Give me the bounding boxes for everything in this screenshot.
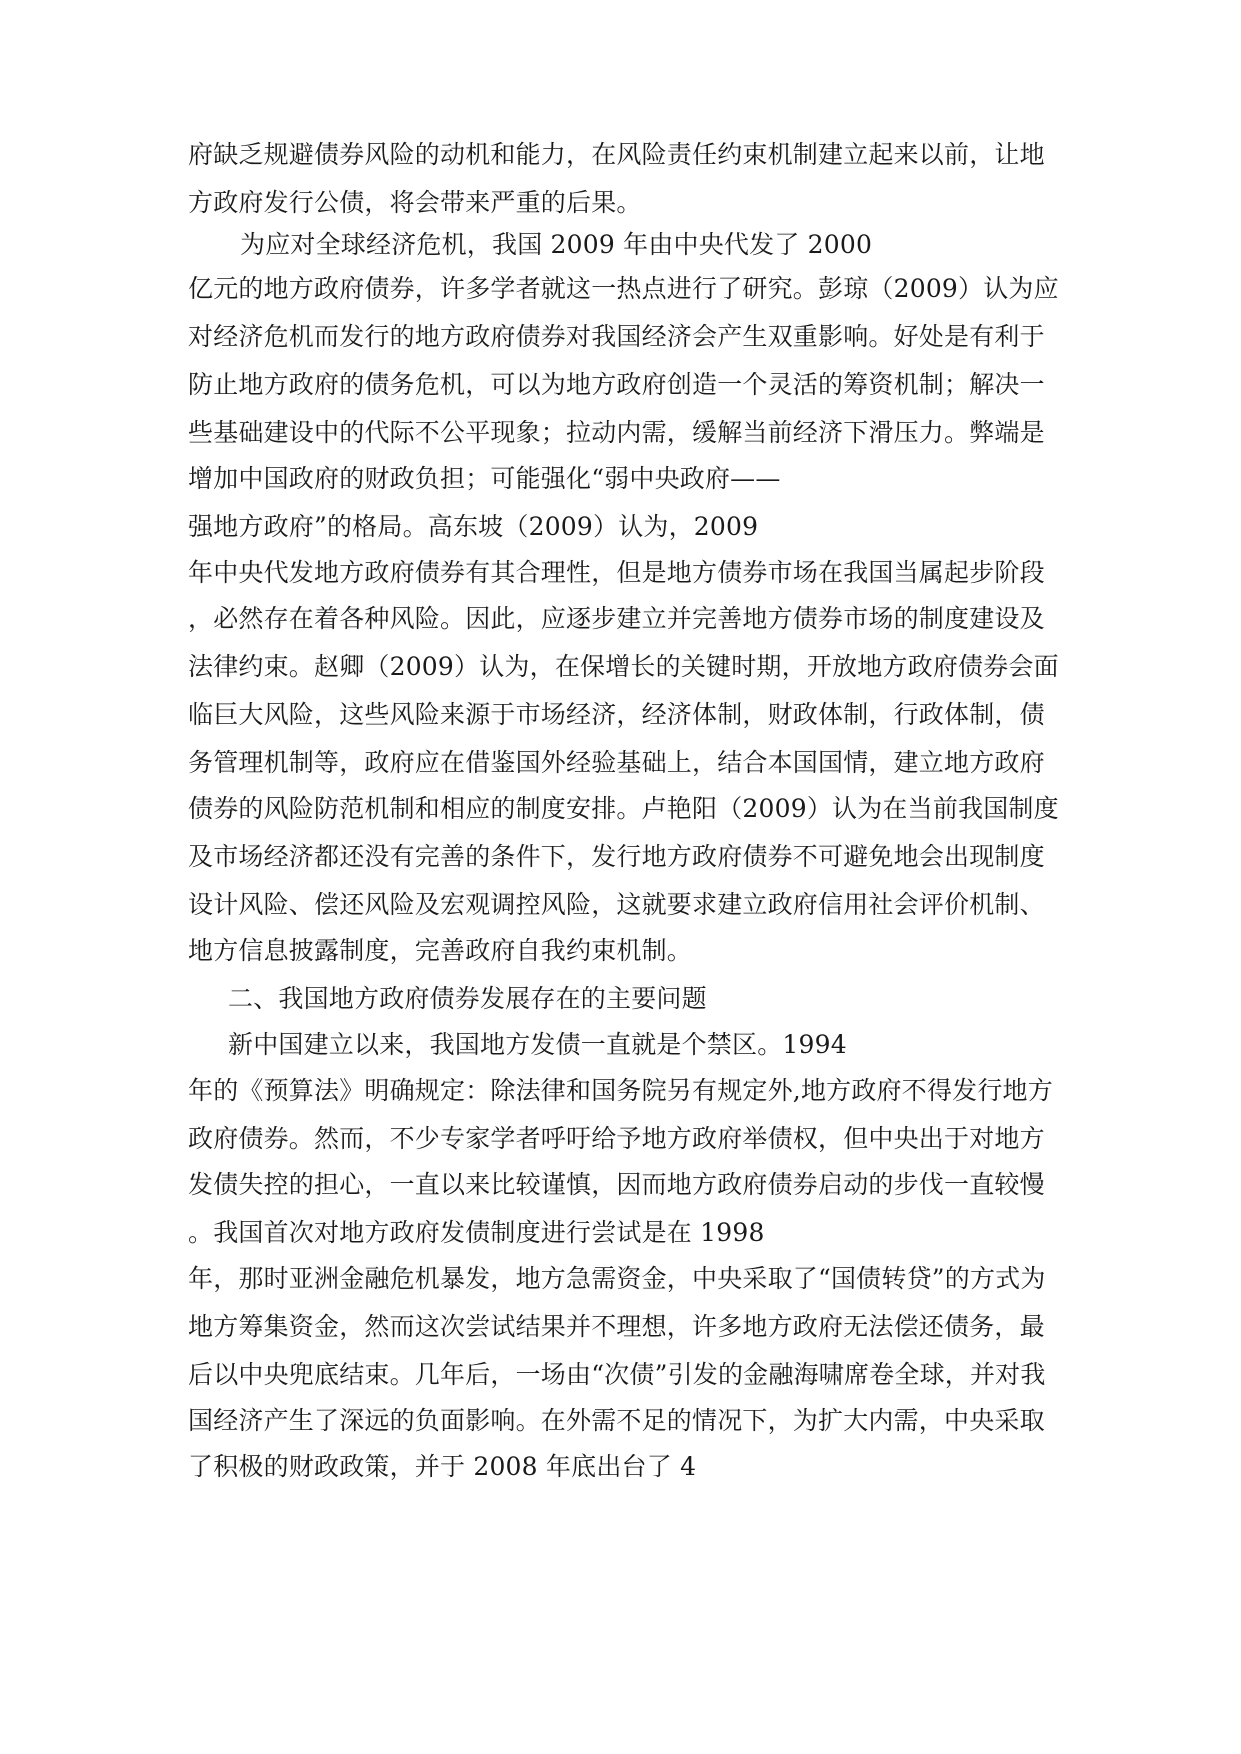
text-line: 新中国建立以来，我国地方发债一直就是个禁区。1994	[228, 1030, 847, 1059]
text-line: 发债失控的担心，一直以来比较谨慎，因而地方政府债券启动的步伐一直较慢	[188, 1170, 1045, 1199]
text-line: 增加中国政府的财政负担；可能强化“弱中央政府——	[188, 464, 781, 493]
text-line: 了积极的财政政策，并于 2008 年底出台了 4	[188, 1452, 697, 1481]
text-line: 债券的风险防范机制和相应的制度安排。卢艳阳（2009）认为在当前我国制度	[188, 794, 1059, 823]
text-line: 地方信息披露制度，完善政府自我约束机制。	[188, 936, 693, 965]
text-line: 政府债券。然而，不少专家学者呼吁给予地方政府举债权，但中央出于对地方	[188, 1124, 1045, 1153]
text-line: 设计风险、偿还风险及宏观调控风险，这就要求建立政府信用社会评价机制、	[188, 890, 1045, 919]
text-line: 年中央代发地方政府债券有其合理性，但是地方债券市场在我国当属起步阶段	[188, 558, 1045, 587]
text-line: 地方筹集资金，然而这次尝试结果并不理想，许多地方政府无法偿还债务，最	[188, 1312, 1045, 1341]
text-line: 亿元的地方政府债券，许多学者就这一热点进行了研究。彭琼（2009）认为应	[188, 274, 1059, 303]
text-line: 。我国首次对地方政府发债制度进行尝试是在 1998	[188, 1218, 765, 1247]
text-line: 方政府发行公债，将会带来严重的后果。	[188, 188, 642, 217]
text-line: 为应对全球经济危机，我国 2009 年由中央代发了 2000	[240, 230, 873, 259]
section-heading: 二、我国地方政府债券发展存在的主要问题	[228, 984, 707, 1013]
text-line: 及市场经济都还没有完善的条件下，发行地方政府债券不可避免地会出现制度	[188, 842, 1045, 871]
text-line: 后以中央兜底结束。几年后，一场由“次债”引发的金融海啸席卷全球，并对我	[188, 1360, 1046, 1389]
text-line: 务管理机制等，政府应在借鉴国外经验基础上，结合本国国情，建立地方政府	[188, 748, 1045, 777]
text-line: 法律约束。赵卿（2009）认为，在保增长的关键时期，开放地方政府债券会面	[188, 652, 1059, 681]
text-line: ，必然存在着各种风险。因此，应逐步建立并完善地方债券市场的制度建设及	[188, 604, 1045, 633]
text-line: 些基础建设中的代际不公平现象；拉动内需，缓解当前经济下滑压力。弊端是	[188, 418, 1045, 447]
text-line: 年的《预算法》明确规定：除法律和国务院另有规定外,地方政府不得发行地方	[188, 1076, 1053, 1105]
text-line: 府缺乏规避债券风险的动机和能力，在风险责任约束机制建立起来以前，让地	[188, 140, 1045, 169]
text-line: 对经济危机而发行的地方政府债券对我国经济会产生双重影响。好处是有利于	[188, 322, 1045, 351]
text-line: 临巨大风险，这些风险来源于市场经济，经济体制，财政体制，行政体制，债	[188, 700, 1045, 729]
text-line: 防止地方政府的债务危机，可以为地方政府创造一个灵活的筹资机制；解决一	[188, 370, 1045, 399]
text-line: 年，那时亚洲金融危机暴发，地方急需资金，中央采取了“国债转贷”的方式为	[188, 1264, 1046, 1293]
text-line: 强地方政府”的格局。高东坡（2009）认为，2009	[188, 512, 759, 541]
text-line: 国经济产生了深远的负面影响。在外需不足的情况下，为扩大内需，中央采取	[188, 1406, 1045, 1435]
